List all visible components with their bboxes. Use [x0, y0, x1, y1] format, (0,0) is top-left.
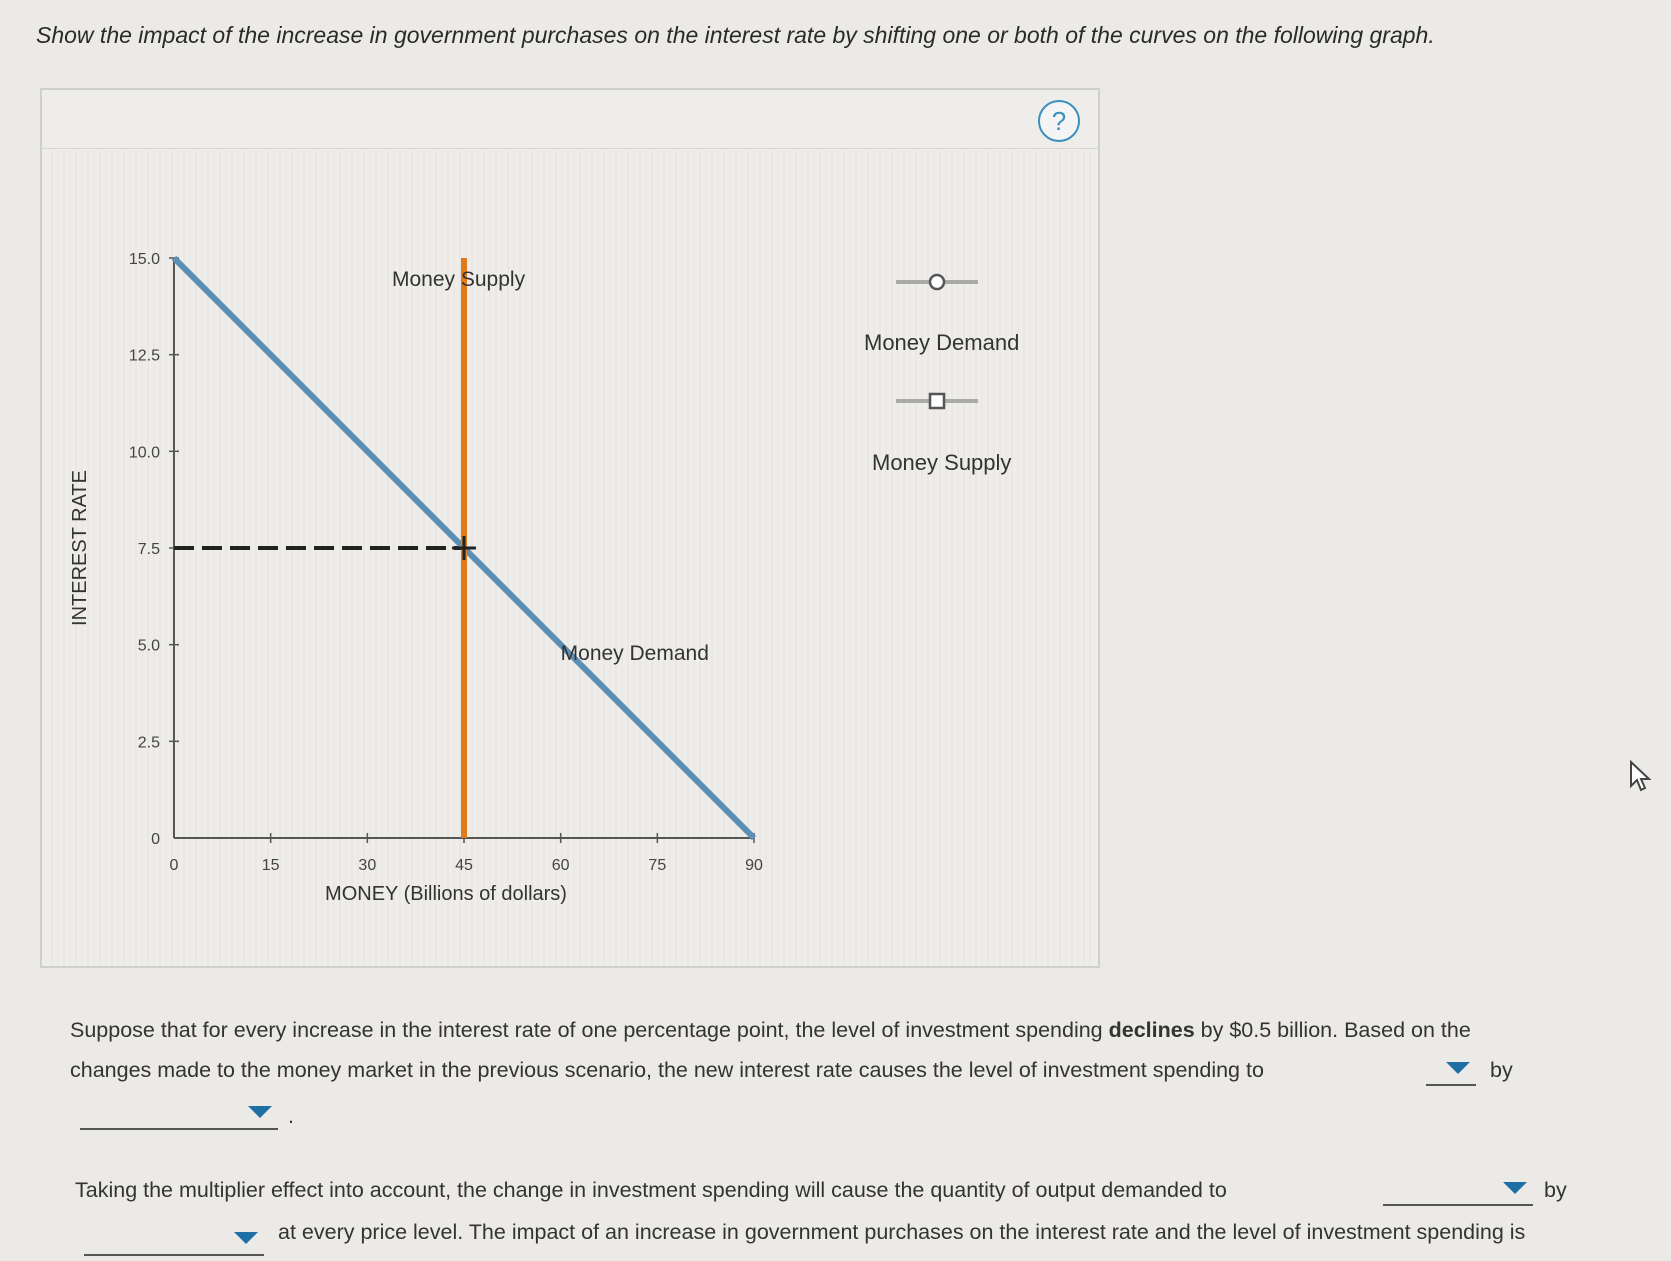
y-tick-label: 7.5 — [137, 541, 160, 558]
question1-period: . — [288, 1104, 294, 1128]
question2-line1 — [75, 1178, 1227, 1203]
chevron-down-icon — [248, 1106, 272, 1118]
x-axis-title: MONEY (Billions of dollars) — [325, 883, 567, 905]
question1-text-a: Suppose that for every increase in the interest rate of one percentage point, the level of investment spending — [70, 1018, 1109, 1042]
x-tick-label: 90 — [745, 857, 763, 874]
legend-money-supply-tool[interactable] — [892, 389, 982, 413]
x-tick-label: 30 — [358, 857, 377, 874]
y-tick-label: 5.0 — [137, 637, 160, 655]
y-tick-label: 2.5 — [137, 734, 160, 752]
question2-line2: at every price level. The impact of an increase in government purchases on the interest rate and the level of investment spending is — [278, 1220, 1526, 1244]
money-market-chart — [42, 90, 1102, 970]
chevron-down-icon — [1503, 1182, 1527, 1194]
x-tick-label: 60 — [551, 857, 570, 874]
question1-text-c: changes made to the money market in the previous scenario, the new interest rate causes the level of investment spending to — [70, 1058, 1264, 1082]
question1-text-b: by $0.5 billion. Based on the — [1194, 1018, 1471, 1042]
y-tick-label: 12.5 — [128, 347, 160, 365]
question2-by: by — [1544, 1178, 1567, 1202]
legend-money-demand-label: Money Demand — [864, 330, 1020, 355]
y-tick-label: 0 — [151, 831, 160, 848]
question1-bold: declines — [1108, 1018, 1195, 1042]
mouse-pointer-icon — [1628, 760, 1654, 794]
y-axis-title: INTEREST RATE — [69, 470, 91, 626]
x-tick-label: 0 — [169, 857, 179, 874]
x-tick-label: 75 — [648, 857, 667, 874]
chevron-down-icon — [1446, 1062, 1470, 1074]
investment-amount-dropdown[interactable] — [80, 1098, 278, 1130]
output-amount-dropdown[interactable] — [84, 1224, 264, 1256]
y-tick-label: 15.0 — [128, 251, 160, 268]
investment-direction-dropdown[interactable] — [1426, 1054, 1476, 1086]
question1-by: by — [1490, 1058, 1513, 1082]
x-tick-label: 15 — [261, 857, 280, 874]
circle-marker-icon — [892, 270, 982, 294]
y-tick-label: 10.0 — [128, 444, 160, 462]
output-direction-dropdown[interactable] — [1383, 1174, 1533, 1206]
instruction-text: Show the impact of the increase in government purchases on the interest rate by shifting one or both of the curves on the following graph. — [36, 22, 1435, 48]
square-marker-icon — [892, 389, 982, 413]
question-mark-icon[interactable]: ? — [1038, 100, 1080, 142]
legend-money-demand-tool[interactable] — [892, 270, 982, 294]
x-tick-label: 45 — [455, 857, 473, 874]
graph-panel — [40, 88, 1100, 968]
money-demand-curve-label: Money Demand — [560, 642, 709, 666]
legend-money-supply-label: Money Supply — [872, 450, 1012, 475]
question1-line2 — [70, 1058, 1264, 1083]
chevron-down-icon — [234, 1232, 258, 1244]
question1-line1 — [70, 1018, 1471, 1043]
money-supply-curve-label: Money Supply — [392, 268, 526, 291]
question2-text-a: Taking the multiplier effect into account, the change in investment spending will cause the quantity of output demanded to — [75, 1178, 1227, 1202]
